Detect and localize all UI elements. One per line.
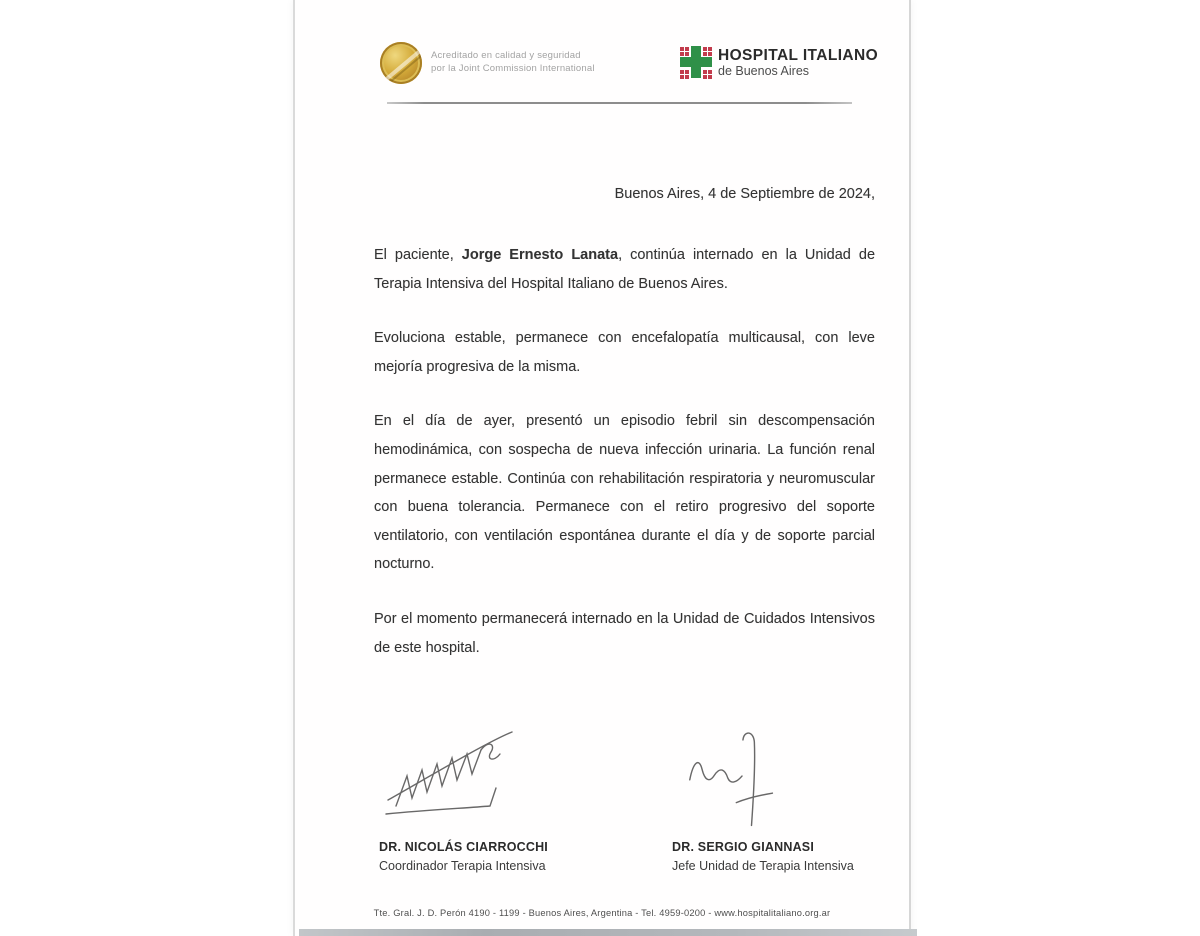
accreditation-line-2: por la Joint Commission International: [431, 62, 595, 74]
patient-name: Jorge Ernesto Lanata: [461, 247, 619, 263]
logo-title: HOSPITAL ITALIANO: [718, 47, 879, 64]
paragraph-1-prefix: El paciente,: [374, 247, 462, 263]
letter-paragraph-1: [374, 241, 875, 298]
signature-ciarrocchi: [382, 726, 516, 816]
accreditation-line-1: Acreditado en calidad y seguridad: [431, 50, 581, 61]
logo-subtitle: de Buenos Aires: [718, 64, 810, 78]
accreditation-text: [431, 50, 611, 75]
signatory-left-name: DR. NICOLÁS CIARROCCHI: [379, 840, 548, 854]
paragraph-1-suffix: , continúa internado en la Unidad de Terapia Intensiva del Hospital Italiano de Buenos Aires.: [374, 247, 876, 292]
hospital-italiano-logo: [680, 45, 878, 79]
date-line: Buenos Aires, 4 de Septiembre de 2024,: [614, 186, 875, 202]
signatory-right: [672, 838, 854, 876]
seal-stripe: [380, 45, 422, 84]
letter-paragraph-2: Evoluciona estable, permanece con encefalopatía multicausal, con leve mejoría progresiva de la misma.: [374, 330, 875, 375]
signatory-left: [379, 838, 548, 876]
letter-page: [293, 0, 911, 936]
signatory-right-name: DR. SERGIO GIANNASI: [672, 840, 815, 854]
letter-body: [374, 185, 875, 688]
logo-text: [718, 45, 878, 79]
page-bottom-edge: [299, 929, 917, 936]
letter-paragraph-3: En el día de ayer, presentó un episodio febril sin descompensación hemodinámica, con sospecha de nueva infección urinaria. La función renal permanece estable. Continúa con rehabilitación respiratoria y neuromuscular con buena tolerancia. Permanece con el retiro progresivo del soporte ventilatorio, con ventilación espontánea durante el día y de soporte parcial nocturno.: [374, 413, 875, 573]
signature-giannasi: [685, 722, 780, 832]
jci-accreditation-seal-icon: [380, 42, 422, 84]
header-divider: [387, 102, 852, 104]
signatory-left-title: Coordinador Terapia Intensiva: [379, 859, 546, 873]
footer-address: Tte. Gral. J. D. Perón 4190 - 1199 - Buenos Aires, Argentina - Tel. 4959-0200 - www.hospitalitaliano.org.ar: [373, 908, 831, 918]
letter-paragraph-4: Por el momento permanecerá internado en la Unidad de Cuidados Intensivos de este hospital.: [374, 610, 875, 656]
hospital-italiano-cross-icon: [680, 45, 712, 79]
signatory-right-title: Jefe Unidad de Terapia Intensiva: [672, 859, 854, 873]
